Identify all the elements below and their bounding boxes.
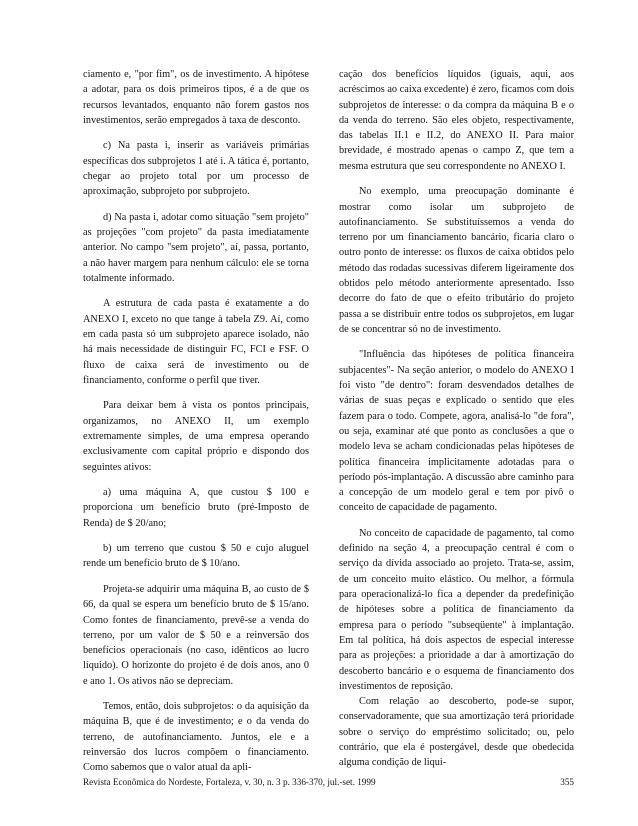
right-paragraph-2: No exemplo, uma preocupação dominante é mostrar como isolar um subprojeto de autofinanciamento. Se substituíssemos a venda do terreno por um financiamento bancário, ficaria claro o outro ponto de interesse: os fluxos de caixa obtidos pelo método das rodadas sucessivas diferem ligeiramente dos obtidos pelo método anteriormente apresentado. Isso decorre do fato de que o efeito tributário do projeto passa a se distribuir entre todos os subprojetos, em lugar de se concentrar só no de investimento. <box>339 186 574 335</box>
right-paragraph-3: "Influência das hipóteses de política financeira subjacentes"- Na seção anterior, o modelo do ANEXO I foi visto "de dentro": foram desvendados detalhes de várias de suas peças e explicado o sentido que eles fazem para o todo. Compete, agora, analisá-lo "de fora", ou seja, examinar até que ponto as conclusões a que o modelo leva se acham condicionadas pelas hipóteses de política financeira implicitamente adotadas para o período pós-implantação. A discussão abre caminho para a concepção de um modelo geral e tem por pivô o conceito de capacidade de pagamento. <box>339 349 574 514</box>
left-paragraph-4: A estrutura de cada pasta é exatamente a do ANEXO I, exceto no que tange à tabela Z9. Aí, como em cada pasta só um subprojeto aparece isolado, não há mais necessidade de distinguir FC, FCI e FSF. O fluxo de caixa será de investimento ou de financiamento, conforme o perfil que tiver. <box>83 298 309 386</box>
left-paragraph-1: ciamento e, "por fim", os de investimento. A hipótese a adotar, para os dois primeiros tipos, é a de que os recursos levantados, enquanto não forem gastos nos investimentos, serão empregados à taxa de desconto. <box>83 69 309 126</box>
left-column <box>83 67 309 776</box>
left-paragraph-6: a) uma máquina A, que custou $ 100 e proporciona um benefício bruto (pré-Imposto de Renda) de $ 20/ano; <box>83 487 309 529</box>
journal-citation: Revista Econômica do Nordeste, Fortaleza, v. 30, n. 3 p. 336-370, jul.-set. 1999 <box>83 777 376 787</box>
left-paragraph-9: Temos, então, dois subprojetos: o da aquisição da máquina B, que é de investimento; e o da venda do terreno, de autofinanciamento. Juntos, ele e a reinversão dos lucros compõem o financiamento. Como sabemos que o valor atual da apli- <box>83 701 309 774</box>
page-number: 355 <box>560 777 574 787</box>
right-paragraph-4: No conceito de capacidade de pagamento, tal como definido na seção 4, a preocupação central é com o serviço da dívida associado ao projeto. Trata-se, assim, de um conceito muito elástico. Ou melhor, a fórmula para operacionalizá-lo fica a depender da predefinição de hipóteses sobre a política de financiamento da empresa para o período "subseqüente" à implantação. Em tal política, há dois aspectos de especial interesse para as projeções: a prioridade a dar à amortização do descoberto bancário e o esquema de financiamento dos investimentos de reposição. <box>339 527 574 692</box>
right-paragraph-5: Com relação ao descoberto, pode-se supor, conservadoramente, que sua amortização terá prioridade sobre o serviço do empréstimo solicitado; ou, pelo contrário, que ela é postergável, desde que obedecida alguma condição de liqui- <box>339 696 574 769</box>
left-paragraph-2: c) Na pasta i, inserir as variáveis primárias específicas dos subprojetos 1 até i. A tática é, portanto, chegar ao projeto total por um processo de aproximação, subprojeto por subprojeto. <box>83 140 309 198</box>
left-paragraph-8: Projeta-se adquirir uma máquina B, ao custo de $ 66, da qual se espera um benefício bruto de $ 15/ano. Como fontes de financiamento, prevê-se a venda do terreno, por um valor de $ 50 e a reinversão dos benefícios operacionais (no caso, idênticos ao lucro líquido). O horizonte do projeto é de dois anos, ano 0 e ano 1. Os ativos não se depreciam. <box>83 583 309 687</box>
left-paragraph-3: d) Na pasta i, adotar como situação "sem projeto" as projeções "com projeto" da pasta imediatamente anterior. No campo "sem projeto", aí, passa, portanto, a não haver margem para nenhum cálculo: ele se torna totalmente informado. <box>83 211 309 284</box>
left-paragraph-7: b) um terreno que custou $ 50 e cujo aluguel rende um benefício bruto de $ 10/ano. <box>83 543 309 570</box>
right-paragraph-1: cação dos benefícios líquidos (iguais, aqui, aos acréscimos ao caixa excedente) é zero, ficamos com dois subprojetos de interesse: o da compra da máquina B e o da venda do terreno. São eles objeto, respectivamente, das tabelas II.1 e II.2, do ANEXO II. Para maior brevidade, é mostrado apenas o campo Z, que tem a mesma estrutura que seu correspondente no ANEXO I. <box>339 69 574 172</box>
right-column <box>339 67 574 771</box>
left-paragraph-5: Para deixar bem à vista os pontos principais, organizamos, no ANEXO II, um exemplo extremamente simples, de uma empresa operando exclusivamente com capital próprio e dispondo dos seguintes ativos: <box>83 400 309 473</box>
